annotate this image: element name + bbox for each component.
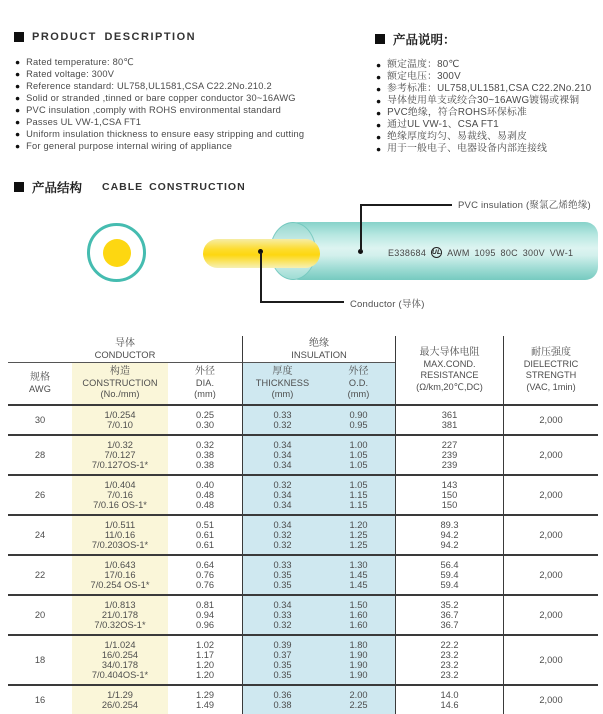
bullet-icon: ● xyxy=(15,117,21,127)
cell-resistance: 14.0 14.6 xyxy=(395,686,503,714)
cell-resistance: 227 239 239 xyxy=(395,436,503,474)
bullet-item xyxy=(15,80,373,92)
conductor-callout-vline xyxy=(260,252,262,302)
col-header-thickness-unit: (mm) xyxy=(271,389,294,400)
bullet-icon: ● xyxy=(376,84,382,94)
cell-strength: 2,000 xyxy=(503,556,598,594)
bullet-text: Uniform insulation thickness to ensure easy stripping and cutting xyxy=(26,129,305,139)
cable-rating-text: AWM 1095 80C 300V VW-1 xyxy=(447,247,574,258)
cable-construction-title-en: CABLE CONSTRUCTION xyxy=(102,181,246,193)
cell-resistance: 361 381 xyxy=(395,406,503,434)
col-header-awg-en: AWG xyxy=(29,383,51,394)
bullet-item xyxy=(15,116,373,128)
cell-construction: 1/0.511 11/0.16 7/0.203OS-1* xyxy=(72,516,168,554)
cable-print-text xyxy=(388,247,573,258)
cell-awg: 24 xyxy=(34,530,46,540)
bullet-text: 额定温度：80℃ xyxy=(387,59,460,70)
cell-strength: 2,000 xyxy=(503,476,598,514)
bullet-icon: ● xyxy=(376,144,382,154)
group-header-conductor-en: CONDUCTOR xyxy=(94,349,156,360)
cell-construction: 1/0.404 7/0.16 7/0.16 OS-1* xyxy=(72,476,168,514)
table-row xyxy=(8,556,598,596)
cell-thickness: 0.36 0.38 xyxy=(242,686,322,714)
cell-thickness: 0.33 0.35 0.35 xyxy=(242,556,322,594)
table-row xyxy=(8,516,598,556)
cable-cross-section xyxy=(87,223,146,282)
spec-table xyxy=(8,336,598,714)
col-header-od-en: O.D. xyxy=(348,377,369,388)
group-header-conductor xyxy=(8,336,242,363)
cell-od: 1.50 1.60 1.60 xyxy=(322,596,395,634)
cell-thickness: 0.32 0.34 0.34 xyxy=(242,476,322,514)
col-header-thickness xyxy=(242,363,322,404)
col-header-resistance-l2: RESISTANCE xyxy=(420,370,479,380)
bullet-icon: ● xyxy=(15,141,21,151)
col-header-construction-en: CONSTRUCTION xyxy=(82,377,158,388)
cell-dia: 0.40 0.48 0.48 xyxy=(195,480,215,510)
col-header-od xyxy=(322,363,395,404)
cell-resistance: 22.2 23.2 23.2 23.2 xyxy=(395,636,503,684)
table-row xyxy=(8,476,598,516)
cell-awg: 18 xyxy=(34,655,46,665)
cell-dia: 1.29 1.49 xyxy=(195,690,215,710)
bullet-icon: ● xyxy=(376,72,382,82)
col-header-resistance-l1: MAX.COND. xyxy=(423,358,476,369)
col-header-dia-unit: (mm) xyxy=(194,389,216,400)
bullet-text: 用于一般电子、电器设备内部连接线 xyxy=(387,143,548,154)
bullet-item xyxy=(376,83,603,95)
cell-strength: 2,000 xyxy=(503,406,598,434)
bullet-item xyxy=(15,56,373,68)
spec-table-body xyxy=(8,406,598,714)
col-header-strength-unit: (VAC, 1min) xyxy=(526,381,576,392)
cell-od: 1.20 1.25 1.25 xyxy=(322,516,395,554)
bullet-icon: ● xyxy=(376,120,382,130)
bullet-text: Rated temperature: 80℃ xyxy=(26,57,135,67)
col-header-resistance-cn: 最大导体电阻 xyxy=(419,347,480,358)
cell-dia: 0.25 0.30 xyxy=(195,410,215,430)
bullet-text: 绝缘厚度均匀、易裁线、易剥皮 xyxy=(387,131,528,142)
cell-od: 1.00 1.05 1.05 xyxy=(322,436,395,474)
cell-construction: 1/0.643 17/0.16 7/0.254 OS-1* xyxy=(72,556,168,594)
bullet-item xyxy=(15,104,373,116)
cell-strength: 2,000 xyxy=(503,596,598,634)
bullet-text: 额定电压：300V xyxy=(387,71,461,82)
bullet-item xyxy=(15,140,373,152)
bullet-item xyxy=(376,131,603,143)
col-header-thickness-en: THICKNESS xyxy=(255,377,310,388)
cell-strength: 2,000 xyxy=(503,436,598,474)
cell-od: 0.90 0.95 xyxy=(322,406,395,434)
bullet-icon: ● xyxy=(376,60,382,70)
product-description-title: PRODUCT DESCRIPTION xyxy=(32,31,197,43)
table-row xyxy=(8,406,598,436)
bullet-icon: ● xyxy=(15,69,21,79)
insulation-label: PVC insulation (聚氯乙烯绝缘) xyxy=(458,200,591,211)
bullet-icon: ● xyxy=(15,105,21,115)
bullet-text: 通过UL VW-1、CSA FT1 xyxy=(387,119,499,130)
cell-od: 2.00 2.25 xyxy=(322,686,395,714)
group-header-insulation-en: INSULATION xyxy=(291,349,347,360)
group-header-insulation xyxy=(242,336,395,363)
cell-od: 1.80 1.90 1.90 1.90 xyxy=(322,636,395,684)
cell-resistance: 56.4 59.4 59.4 xyxy=(395,556,503,594)
group-header-insulation-cn: 绝缘 xyxy=(309,337,329,349)
cell-construction: 1/1.024 16/0.254 34/0.178 7/0.404OS-1* xyxy=(72,636,168,684)
bullet-text: Passes UL VW-1,CSA FT1 xyxy=(26,117,142,127)
cell-construction: 1/0.254 7/0.10 xyxy=(72,406,168,434)
product-description-header xyxy=(14,31,196,43)
group-header-conductor-cn: 导体 xyxy=(115,337,135,349)
insulation-callout-hline xyxy=(360,204,452,206)
cable-construction-title-cn: 产品结构 xyxy=(32,181,83,195)
table-row xyxy=(8,436,598,476)
cell-awg: 26 xyxy=(34,490,46,500)
cell-dia: 0.32 0.38 0.38 xyxy=(195,440,215,470)
cell-construction: 1/0.813 21/0.178 7/0.32OS-1* xyxy=(72,596,168,634)
col-header-construction-cn: 构造 xyxy=(109,366,131,378)
conductor-label: Conductor (导体) xyxy=(350,299,425,310)
bullet-text: For general purpose internal wiring of appliance xyxy=(26,141,233,151)
bullet-icon: ● xyxy=(15,57,21,67)
product-notes-cn-header xyxy=(375,30,456,48)
bullet-text: Solid or stranded ,tinned or bare copper conductor 30~16AWG xyxy=(26,93,296,103)
product-notes-cn-title: 产品说明： xyxy=(393,33,456,47)
cable-construction-header xyxy=(14,178,246,196)
conductor-callout-hline xyxy=(260,301,344,303)
cell-construction: 1/0.32 7/0.127 7/0.127OS-1* xyxy=(72,436,168,474)
bullet-icon: ● xyxy=(15,129,21,139)
col-header-construction-unit: (No./mm) xyxy=(100,389,140,400)
ul-mark-icon: UL xyxy=(432,249,442,256)
cell-thickness: 0.34 0.32 0.32 xyxy=(242,516,322,554)
bullet-item xyxy=(15,128,373,140)
bullet-text: 导体使用单支或绞合30~16AWG镀锡或裸铜 xyxy=(387,95,580,106)
cell-strength: 2,000 xyxy=(503,636,598,684)
bullet-text: PVC insulation ,comply with ROHS environmental standard xyxy=(26,105,282,115)
bullet-item xyxy=(376,59,603,71)
col-header-dia xyxy=(168,363,242,404)
bullet-icon: ● xyxy=(15,81,21,91)
bullet-item xyxy=(376,71,603,83)
spec-table-header xyxy=(8,336,598,406)
cell-dia: 0.81 0.94 0.96 xyxy=(195,600,215,630)
bullet-icon: ● xyxy=(376,108,382,118)
cell-thickness: 0.34 0.33 0.32 xyxy=(242,596,322,634)
cell-thickness: 0.39 0.37 0.35 0.35 xyxy=(242,636,322,684)
bullet-item xyxy=(376,95,603,107)
col-header-dia-en: DIA. xyxy=(195,377,215,388)
cell-thickness: 0.34 0.34 0.34 xyxy=(242,436,322,474)
section-square-icon xyxy=(14,182,24,192)
section-square-icon xyxy=(375,34,385,44)
cell-awg: 30 xyxy=(34,415,46,425)
bullet-text: 参考标准：UL758,UL1581,CSA C22.2No.210 xyxy=(387,83,592,94)
cell-resistance: 143 150 150 xyxy=(395,476,503,514)
cell-od: 1.05 1.15 1.15 xyxy=(322,476,395,514)
bullet-item xyxy=(15,68,373,80)
cell-resistance: 35.2 36.7 36.7 xyxy=(395,596,503,634)
col-header-strength xyxy=(503,336,598,404)
col-header-resistance xyxy=(395,336,503,404)
cell-strength: 2,000 xyxy=(503,516,598,554)
cell-awg: 16 xyxy=(34,695,46,705)
col-header-awg-cn: 规格 xyxy=(29,372,51,383)
conductor-core-circle xyxy=(103,239,131,267)
bullet-item xyxy=(376,143,603,155)
col-header-strength-l2: STRENGTH xyxy=(525,370,577,380)
cell-awg: 22 xyxy=(34,570,46,580)
bullet-icon: ● xyxy=(15,93,21,103)
col-header-thickness-cn: 厚度 xyxy=(272,366,293,378)
insulation-callout-vline xyxy=(360,204,362,251)
cell-dia: 1.02 1.17 1.20 1.20 xyxy=(195,640,215,680)
section-square-icon xyxy=(14,32,24,42)
col-header-strength-cn: 耐压强度 xyxy=(531,347,571,358)
bullet-icon: ● xyxy=(376,132,382,142)
product-description-list xyxy=(15,56,373,152)
cell-strength: 2,000 xyxy=(503,686,598,714)
col-header-resistance-unit: (Ω/km,20℃,DC) xyxy=(416,381,483,392)
bullet-item xyxy=(376,107,603,119)
col-header-od-unit: (mm) xyxy=(347,389,370,400)
col-header-strength-l1: DIELECTRIC xyxy=(523,358,579,369)
cell-construction: 1/1.29 26/0.254 xyxy=(72,686,168,714)
table-row xyxy=(8,636,598,686)
cell-thickness: 0.33 0.32 xyxy=(242,406,322,434)
cell-dia: 0.64 0.76 0.76 xyxy=(195,560,215,590)
bullet-text: PVC绝缘，符合ROHS环保标准 xyxy=(387,107,527,118)
cell-awg: 28 xyxy=(34,450,46,460)
col-header-construction xyxy=(72,363,168,404)
cell-od: 1.30 1.45 1.45 xyxy=(322,556,395,594)
bullet-text: Rated voltage: 300V xyxy=(26,69,115,79)
table-row xyxy=(8,596,598,636)
cell-dia: 0.51 0.61 0.61 xyxy=(195,520,215,550)
bullet-text: Reference standard: UL758,UL1581,CSA C22.2No.210.2 xyxy=(26,81,272,91)
bullet-item xyxy=(376,119,603,131)
col-header-awg xyxy=(8,363,72,404)
col-header-od-cn: 外径 xyxy=(348,366,369,378)
cable-cert-no: E338684 xyxy=(388,247,427,258)
bullet-icon: ● xyxy=(376,96,382,106)
col-header-dia-cn: 外径 xyxy=(194,366,216,378)
bullet-item xyxy=(15,92,373,104)
cell-awg: 20 xyxy=(34,610,46,620)
product-notes-cn-list xyxy=(376,59,603,155)
table-row xyxy=(8,686,598,714)
cell-resistance: 89.3 94.2 94.2 xyxy=(395,516,503,554)
